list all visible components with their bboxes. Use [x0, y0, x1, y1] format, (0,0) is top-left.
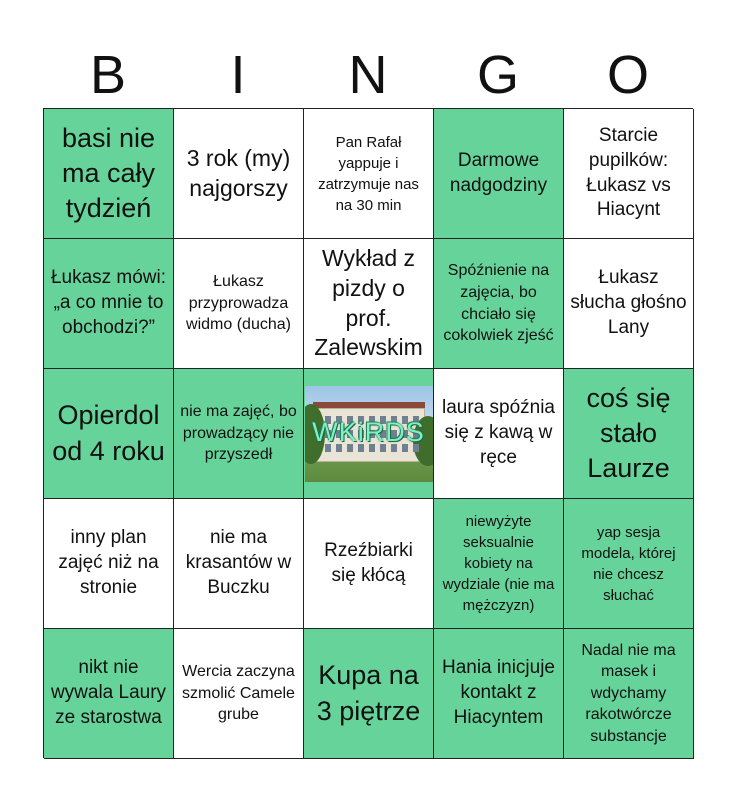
bingo-cell-label: Łukasz przyprowadza widmo (ducha)	[186, 273, 291, 334]
bingo-cell-label: Spóźnienie na zajęcia, bo chciało się cokolwiek zjeść	[443, 262, 554, 345]
bingo-cell-label: basi nie ma cały tydzień	[61, 122, 156, 224]
bingo-cell[interactable]	[44, 499, 174, 629]
bingo-cell-label: coś się stało Laurze	[586, 382, 671, 484]
building-photo	[305, 386, 433, 482]
header-letter-b: B	[89, 45, 127, 105]
bingo-cell-label: nikt nie wywala Laury ze starostwa	[50, 657, 167, 728]
header-letter-g: G	[476, 45, 519, 105]
bingo-cell[interactable]	[174, 499, 304, 629]
bingo-cell-label: Nadal nie ma masek i wdychamy rakotwórcze substancje	[581, 641, 676, 745]
bingo-cell[interactable]	[304, 109, 434, 239]
bingo-cell[interactable]	[564, 369, 694, 499]
header-letter-o: O	[606, 45, 649, 105]
bingo-cell-label: nie ma krasantów w Buczku	[185, 527, 292, 598]
bingo-header	[43, 42, 693, 108]
bingo-cell-label: laura spóźnia się z kawą w ręce	[441, 397, 556, 468]
bingo-free-space[interactable]	[304, 369, 434, 499]
bingo-cell[interactable]	[174, 369, 304, 499]
bingo-cell[interactable]	[44, 629, 174, 759]
bingo-cell[interactable]	[434, 629, 564, 759]
bingo-cell[interactable]	[304, 629, 434, 759]
bingo-cell-label: 3 rok (my) najgorszy	[186, 144, 291, 201]
bingo-cell-label: Rzeźbiarki się kłócą	[324, 539, 413, 586]
bingo-cell[interactable]	[434, 239, 564, 369]
bingo-cell-label: Opierdol od 4 roku	[52, 400, 165, 466]
bingo-cell[interactable]	[304, 239, 434, 369]
bingo-cell[interactable]	[434, 109, 564, 239]
bingo-cell-label: nie ma zajęć, bo prowadzący nie przyszedł	[180, 403, 297, 464]
bingo-cell[interactable]	[174, 109, 304, 239]
bingo-cell[interactable]	[564, 499, 694, 629]
bingo-cell-label: Hania inicjuje kontakt z Hiacyntem	[441, 657, 555, 728]
bingo-cell[interactable]	[174, 239, 304, 369]
bingo-cell[interactable]	[304, 499, 434, 629]
bingo-cell-label: Darmowe nadgodziny	[449, 149, 548, 196]
bingo-cell-label: yap sesja modela, której nie chcesz słuchać	[581, 523, 676, 604]
header-letter-n: N	[348, 45, 388, 105]
bingo-cell[interactable]	[44, 109, 174, 239]
bingo-cell-label: niewyżyte seksualnie kobiety na wydziale (nie ma mężczyzn)	[442, 513, 555, 614]
bingo-cell[interactable]	[434, 369, 564, 499]
bingo-cell[interactable]	[434, 499, 564, 629]
bingo-cell-label: Pan Rafał yappuje i zatrzymuje nas na 30 min	[318, 133, 419, 214]
bingo-cell-label: Kupa na 3 piętrze	[316, 660, 421, 726]
bingo-cell[interactable]	[44, 239, 174, 369]
bingo-cell-label: Wercia zaczyna szmolić Camele grube	[182, 663, 295, 724]
bingo-card	[43, 108, 693, 758]
bingo-cell[interactable]	[44, 369, 174, 499]
bingo-cell[interactable]	[564, 109, 694, 239]
bingo-cell-label: Starcie pupilków: Łukasz vs Hiacynt	[586, 125, 671, 221]
free-space-label: WKiRDS	[312, 416, 425, 447]
bingo-cell-label: Wykład z pizdy o prof. Zalewskim	[314, 244, 423, 361]
bingo-cell[interactable]	[564, 629, 694, 759]
header-letter-i: I	[230, 45, 246, 105]
bingo-cell-label: Łukasz mówi: „a co mnie to obchodzi?”	[50, 267, 167, 338]
bingo-cell[interactable]	[564, 239, 694, 369]
bingo-cell-label: inny plan zajęć niż na stronie	[58, 527, 159, 598]
bingo-cell[interactable]	[174, 629, 304, 759]
bingo-cell-label: Łukasz słucha głośno Lany	[570, 267, 687, 338]
